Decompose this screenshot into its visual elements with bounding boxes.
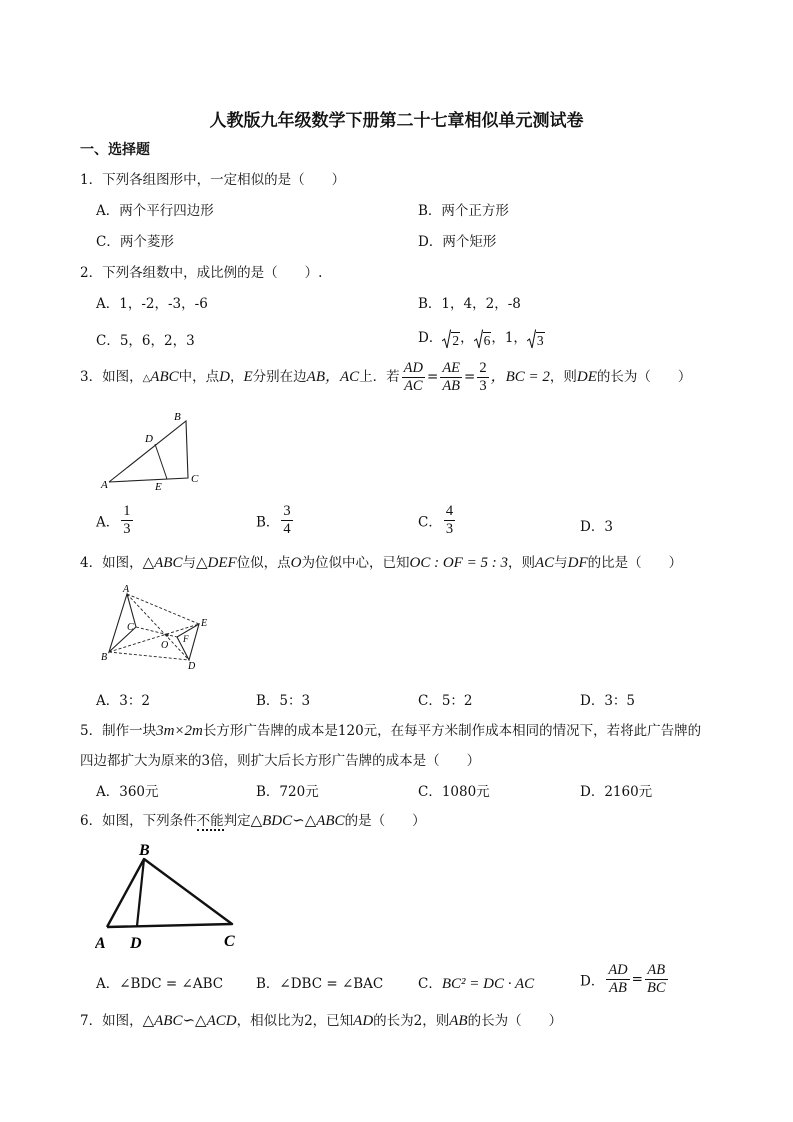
q4-option-a: A．3：2 [96,693,150,709]
figure-q6-triangle [95,838,245,952]
label-C: C [224,933,235,950]
question-stem: 下列各组数中，成比例的是（ ）. [102,265,323,281]
figure-q4-homothety [95,580,220,672]
question-2 [80,261,322,281]
q2-option-a: A．1，-2，-3，-6 [96,296,208,312]
question-number: 2． [80,265,103,281]
sqrt-term: 3 [527,329,545,349]
q5-option-d: D．2160元 [580,784,653,800]
label-B: B [174,411,181,423]
emphasis-not: 不能 [196,813,224,829]
q4-option-b: B．5：3 [256,693,311,709]
q6-option-d: D． $\frac{AD}{AB}$ = $\frac{AB}{BC}$ [580,962,666,996]
q6-option-c: C．BC² = DC · AC [418,976,535,992]
q3-option-c: C． $\frac{4}{3}$ [418,503,454,537]
q5-option-b: B．720元 [256,784,319,800]
q1-option-a: A．两个平行四边形 [96,203,214,219]
label-A: A [101,479,108,491]
q1-option-d: D．两个矩形 [418,234,497,250]
label-C: C [127,622,134,633]
q1-option-b: B．两个正方形 [418,203,509,219]
label-B: B [139,842,150,859]
question-3: 3．如图，△ABC中，点D，E分别在边AB，AC上．若 $\frac{AD}{AC}$ = $\frac{AE}{AB}$ = $\frac{2}{3}$ ，BC = 2，则DE的长为（ ） [80,360,692,394]
q1-option-c: C．两个菱形 [96,234,174,250]
question-4: 4．如图，△ABC与△DEF位似，点O为位似中心，已知OC : OF = 5 : 3，则AC与DF的比是（ ） [80,555,683,571]
label-D: D [188,661,196,672]
label-O: O [161,640,169,651]
label-B: B [101,652,108,663]
q3-option-a: A． $\frac{1}{3}$ [96,503,131,537]
question-1 [80,168,345,188]
q3-option-b: B． $\frac{3}{4}$ [256,503,291,537]
label-A: A [95,935,106,952]
label-D: D [145,433,153,445]
label-D: D [130,935,142,952]
fraction: $\frac{AD}{AC}$ [403,360,423,394]
label-F: F [183,634,189,644]
q2-option-c: C．5，6，2，3 [96,333,195,349]
fraction: $\frac{2}{3}$ [479,360,487,394]
question-6: 6．如图，下列条件不能判定△BDC∽△ABC的是（ ） [80,813,426,829]
question-5-line-2: 四边都扩大为原来的3倍，则扩大后长方形广告牌的成本是（ ） [80,753,481,769]
q5-option-c: C．1080元 [418,784,490,800]
figure-q3-triangle [95,402,210,492]
label-E: E [155,481,162,492]
q2-option-b: B．1，4，2，-8 [418,296,521,312]
q4-option-d: D．3：5 [580,693,636,709]
q3-option-d: D．3 [580,519,613,535]
sqrt-term: 6 [474,329,492,349]
question-5: 5．制作一块3m×2m长方形广告牌的成本是120元，在每平方米制作成本相同的情况下，若将此广告牌的 [80,723,702,739]
label-A: A [123,584,130,595]
q2-option-d: D． 2 ， 6 ，1， 3 [418,330,544,348]
page-title: 人教版九年级数学下册第二十七章相似单元测试卷 [209,111,584,131]
question-number: 1． [80,172,103,188]
label-E: E [201,618,208,629]
q5-option-a: A．360元 [96,784,159,800]
question-stem: 下列各组图形中，一定相似的是（ ） [102,172,346,188]
section-heading: 一、选择题 [80,142,150,158]
q6-option-b: B．∠DBC = ∠BAC [256,976,384,992]
question-7: 7．如图，△ABC∽△ACD，相似比为2，已知AD的长为2，则AB的长为（ ） [80,1013,563,1029]
label-C: C [191,473,199,485]
q6-option-a: A．∠BDC = ∠ABC [96,976,224,992]
fraction: $\frac{AE}{AB}$ [442,360,461,394]
sqrt-term: 2 [442,329,460,349]
q4-option-c: C．5：2 [418,693,473,709]
